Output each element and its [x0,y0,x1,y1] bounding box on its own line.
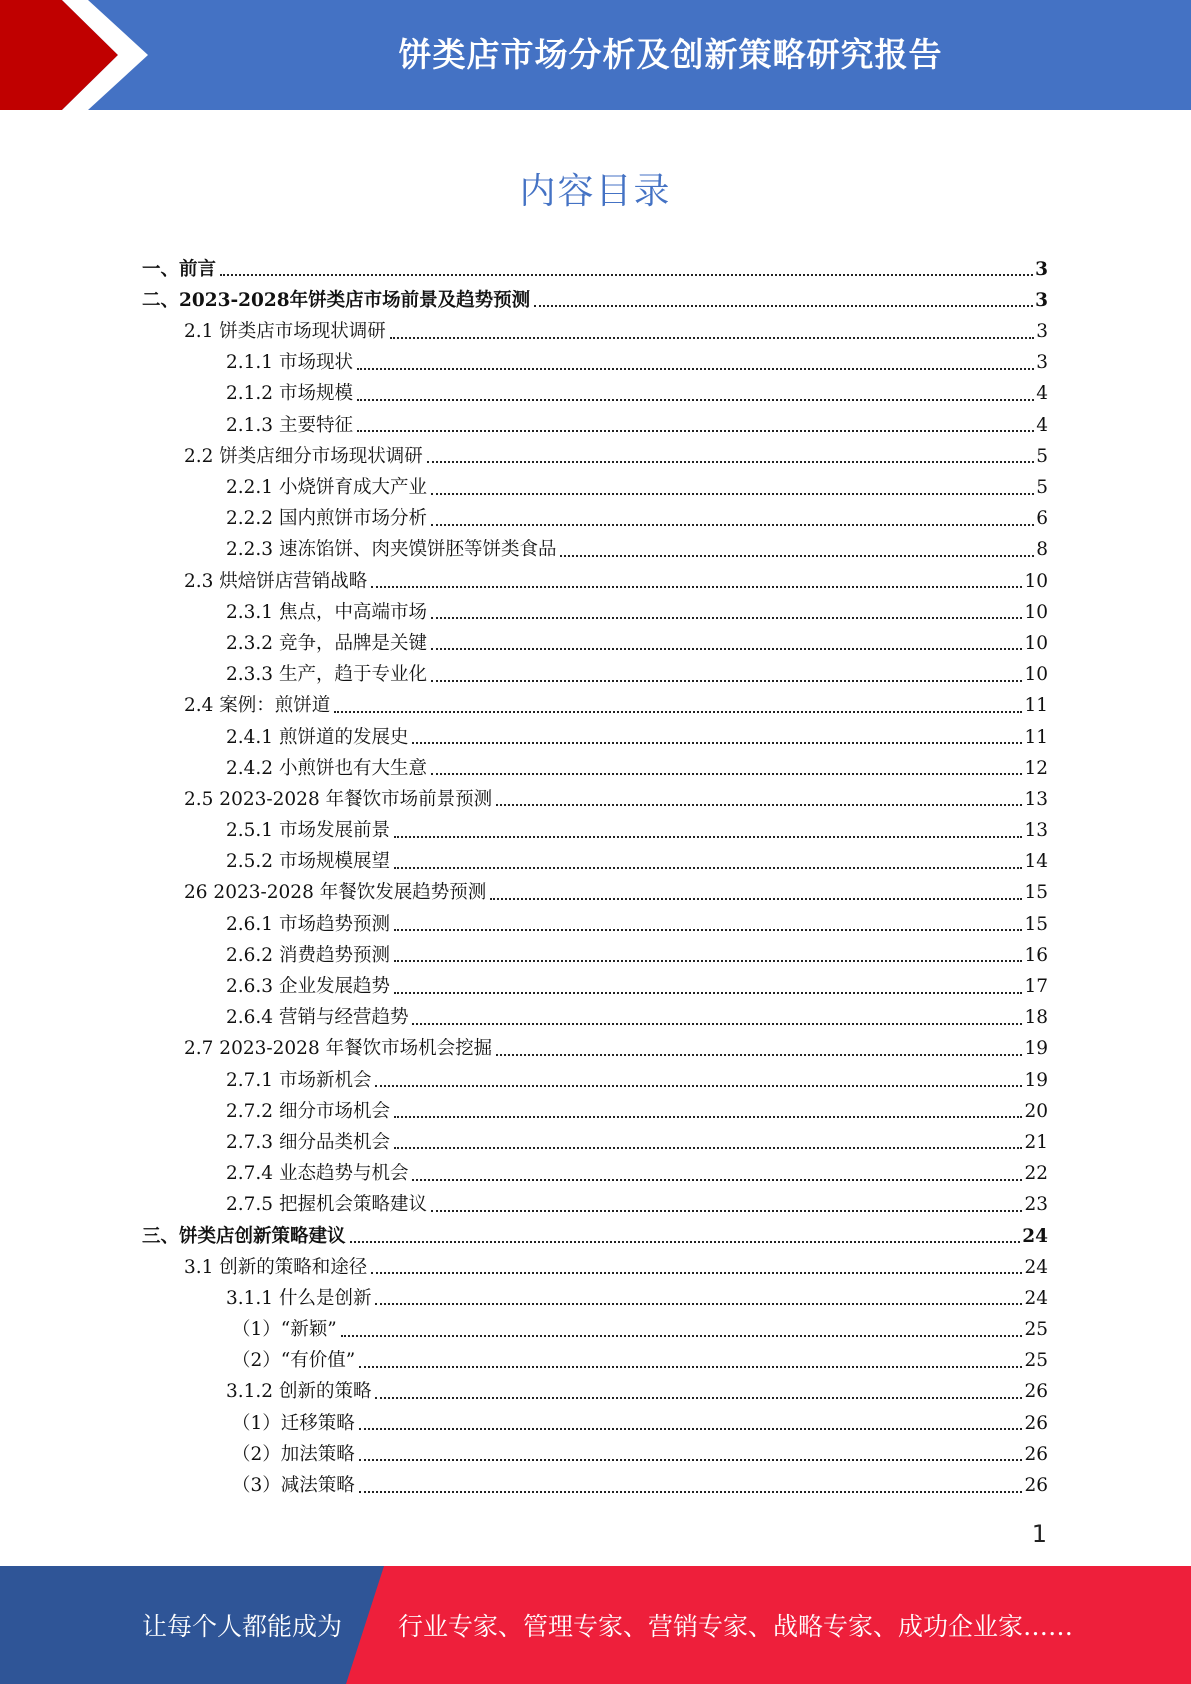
toc-entry-title: （2）“有价值” [232,1350,356,1372]
toc-entry[interactable] [142,472,1048,503]
toc-dot-leader [431,1209,1022,1212]
toc-entry-title: （2）加法策略 [232,1443,355,1465]
toc-entry-page: 20 [1024,1100,1048,1122]
toc-entry-title: 2.6.4 营销与经营趋势 [226,1007,409,1029]
toc-dot-leader [427,460,1034,463]
header-arrow-shape [0,0,160,110]
toc-entry[interactable] [142,1439,1048,1470]
toc-entry[interactable] [142,691,1048,722]
toc-entry-title: 2.1.2 市场规模 [226,383,353,405]
toc-dot-leader [371,1271,1022,1274]
toc-entry[interactable] [142,971,1048,1002]
toc-dot-leader [394,866,1022,869]
toc-entry-title: 2.3.3 生产，趋于专业化 [226,664,427,686]
toc-entry-page: 11 [1024,695,1048,717]
toc-dot-leader [375,1396,1022,1399]
toc-dot-leader [490,897,1022,900]
toc-entry[interactable] [142,410,1048,441]
toc-entry-title: 2.1.3 主要特征 [226,414,353,436]
toc-entry[interactable] [142,504,1048,535]
toc-entry-title: 2.1 饼类店市场现状调研 [184,321,386,343]
toc-dot-leader [560,554,1034,557]
toc-dot-leader [431,616,1022,619]
toc-entry-title: 2.3.1 焦点，中高端市场 [226,601,427,623]
toc-entry[interactable] [142,379,1048,410]
toc-entry-page: 21 [1024,1131,1048,1153]
toc-entry-title: 2.7.2 细分市场机会 [226,1100,390,1122]
toc-dot-leader [334,710,1022,713]
toc-dot-leader [375,1084,1022,1087]
toc-entry-page: 3 [1035,289,1048,311]
toc-entry[interactable] [142,1283,1048,1314]
toc-entry-page: 10 [1024,601,1048,623]
toc-entry-page: 11 [1024,726,1048,748]
toc-entry-title: 2.5.1 市场发展前景 [226,820,390,842]
toc-entry-page: 16 [1024,944,1048,966]
toc-entry-page: 17 [1024,976,1048,997]
toc-entry[interactable] [142,815,1048,846]
toc-entry-page: 6 [1036,508,1048,530]
toc-entry-page: 15 [1024,913,1048,935]
toc-entry-page: 24 [1022,1225,1048,1247]
toc-dot-leader [357,429,1034,432]
toc-entry[interactable] [142,909,1048,940]
footer-banner [0,1566,1191,1684]
toc-entry-page: 8 [1036,539,1048,561]
toc-entry-page: 18 [1024,1007,1048,1029]
toc-entry-page: 19 [1024,1069,1048,1091]
toc-dot-leader [431,679,1022,682]
toc-entry-page: 10 [1024,664,1048,686]
toc-entry[interactable] [142,878,1048,909]
toc-dot-leader [390,336,1034,339]
toc-entry[interactable] [142,316,1048,347]
toc-entry-title: 2.2 饼类店细分市场现状调研 [184,445,423,467]
toc-entry-page: 26 [1024,1412,1048,1434]
toc-entry-title: 2.7.5 把握机会策略建议 [226,1194,427,1216]
toc-entry[interactable] [142,722,1048,753]
toc-dot-leader [394,1115,1022,1118]
toc-dot-leader [375,1302,1022,1305]
toc-dot-leader [359,1490,1023,1493]
toc-entry-page: 14 [1024,851,1048,873]
toc-entry-title: （1）“新颖” [232,1319,337,1341]
toc-entry-page: 5 [1036,445,1048,467]
toc-entry[interactable] [142,1127,1048,1158]
toc-entry-page: 23 [1024,1194,1048,1216]
toc-entry-page: 5 [1036,477,1048,498]
footer-slogan-right: 行业专家、管理专家、营销专家、战略专家、成功企业家…… [398,1612,1074,1641]
toc-entry-page: 25 [1024,1350,1048,1372]
toc-heading: 内容目录 [519,171,672,212]
toc-dot-leader [394,959,1022,962]
report-title: 饼类店市场分析及创新策略研究报告 [398,35,943,74]
toc-entry-title: 二、2023-2028年饼类店市场前景及趋势预测 [142,289,531,311]
page-number: 1 [1031,1520,1047,1548]
toc-entry-title: 2.6.3 企业发展趋势 [226,976,390,997]
toc-entry[interactable] [142,285,1048,316]
toc-entry[interactable] [142,1470,1048,1501]
toc-entry[interactable] [142,441,1048,472]
toc-entry[interactable] [142,659,1048,690]
toc-entry-title: 26 2023-2028 年餐饮发展趋势预测 [184,882,487,904]
toc-dot-leader [341,1334,1023,1337]
toc-entry[interactable] [142,597,1048,628]
toc-entry[interactable] [142,1221,1048,1252]
toc-entry-title: 2.4.2 小煎饼也有大生意 [226,757,427,779]
toc-entry-page: 22 [1024,1163,1048,1185]
toc-entry-page: 3 [1035,258,1048,280]
toc-entry-title: 2.4.1 煎饼道的发展史 [226,726,409,748]
toc-entry-title: 2.5 2023-2028 年餐饮市场前景预测 [184,788,493,810]
toc-entry[interactable] [142,1034,1048,1065]
toc-entry-title: （3）减法策略 [232,1475,355,1496]
footer-slogan-left: 让每个人都能成为 [142,1612,343,1641]
toc-entry[interactable] [142,1096,1048,1127]
toc-dot-leader [496,1053,1022,1056]
toc-entry[interactable] [142,628,1048,659]
toc-entry-page: 13 [1024,788,1048,810]
toc-entry[interactable] [142,753,1048,784]
toc-entry-page: 24 [1024,1256,1048,1278]
table-of-contents [142,254,1048,1502]
toc-entry[interactable] [142,1346,1048,1377]
toc-entry-page: 26 [1024,1443,1048,1465]
toc-dot-leader [431,647,1022,650]
toc-entry-page: 26 [1024,1381,1048,1403]
toc-entry-title: 2.2.2 国内煎饼市场分析 [226,508,427,530]
toc-entry-page: 15 [1024,882,1048,904]
toc-entry-title: 2.3.2 竞争，品牌是关键 [226,632,427,654]
toc-entry-page: 12 [1024,757,1048,779]
toc-entry-title: 三、饼类店创新策略建议 [142,1225,346,1247]
toc-entry[interactable] [142,566,1048,597]
toc-entry[interactable] [142,1190,1048,1221]
toc-entry[interactable] [142,1377,1048,1408]
toc-dot-leader [357,367,1034,370]
toc-entry-title: 2.5.2 市场规模展望 [226,851,390,873]
toc-entry[interactable] [142,1314,1048,1345]
toc-entry-page: 3 [1036,321,1048,343]
toc-dot-leader [431,772,1022,775]
toc-entry-page: 3 [1036,352,1048,374]
toc-dot-leader [496,803,1022,806]
toc-entry[interactable] [142,1408,1048,1439]
toc-entry-title: 2.7 2023-2028 年餐饮市场机会挖掘 [184,1038,493,1060]
toc-entry-title: 2.7.1 市场新机会 [226,1069,372,1091]
toc-entry[interactable] [142,847,1048,878]
toc-entry-title: 2.1.1 市场现状 [226,352,353,374]
toc-entry[interactable] [142,940,1048,971]
toc-dot-leader [412,1178,1022,1181]
toc-entry[interactable] [142,1252,1048,1283]
toc-entry-page: 13 [1024,820,1048,842]
toc-entry-title: 2.7.4 业态趋势与机会 [226,1163,409,1185]
header-banner [0,0,1191,110]
toc-dot-leader [534,304,1033,307]
toc-entry[interactable] [142,1003,1048,1034]
toc-dot-leader [359,1365,1022,1368]
toc-entry-title: 2.6.2 消费趋势预测 [226,944,390,966]
toc-dot-leader [431,523,1034,526]
toc-dot-leader [431,492,1034,495]
toc-entry-title: 3.1.1 什么是创新 [226,1287,372,1309]
toc-entry-page: 10 [1024,570,1048,592]
toc-entry-title: 2.7.3 细分品类机会 [226,1131,390,1153]
toc-entry-page: 25 [1024,1319,1048,1341]
toc-entry-title: 一、前言 [142,258,217,280]
toc-entry[interactable] [142,1065,1048,1096]
toc-entry[interactable] [142,1158,1048,1189]
toc-entry-page: 4 [1036,414,1048,436]
toc-entry[interactable] [142,254,1048,285]
toc-dot-leader [394,928,1022,931]
toc-entry-title: 2.3 烘焙饼店营销战略 [184,570,368,592]
toc-dot-leader [412,1022,1022,1025]
toc-entry-title: 2.2.1 小烧饼育成大产业 [226,477,427,498]
toc-dot-leader [359,1458,1023,1461]
toc-entry-page: 10 [1024,632,1048,654]
toc-dot-leader [394,835,1022,838]
toc-entry[interactable] [142,784,1048,815]
toc-dot-leader [359,1427,1023,1430]
toc-entry-page: 4 [1036,383,1048,405]
toc-entry-title: （1）迁移策略 [232,1412,355,1434]
toc-entry-page: 19 [1024,1038,1048,1060]
toc-dot-leader [220,273,1033,276]
toc-entry-title: 2.6.1 市场趋势预测 [226,913,390,935]
toc-dot-leader [357,398,1034,401]
toc-dot-leader [412,741,1022,744]
toc-entry-title: 3.1.2 创新的策略 [226,1381,372,1403]
toc-entry-title: 2.4 案例：煎饼道 [184,695,331,717]
toc-dot-leader [350,1240,1021,1243]
toc-entry-title: 2.2.3 速冻馅饼、肉夹馍饼胚等饼类食品 [226,539,557,561]
toc-entry-title: 3.1 创新的策略和途径 [184,1256,368,1278]
toc-entry[interactable] [142,535,1048,566]
toc-dot-leader [371,585,1022,588]
toc-entry-page: 26 [1024,1475,1048,1496]
toc-entry[interactable] [142,348,1048,379]
toc-dot-leader [394,1146,1022,1149]
toc-dot-leader [394,991,1022,994]
toc-entry-page: 24 [1024,1287,1048,1309]
